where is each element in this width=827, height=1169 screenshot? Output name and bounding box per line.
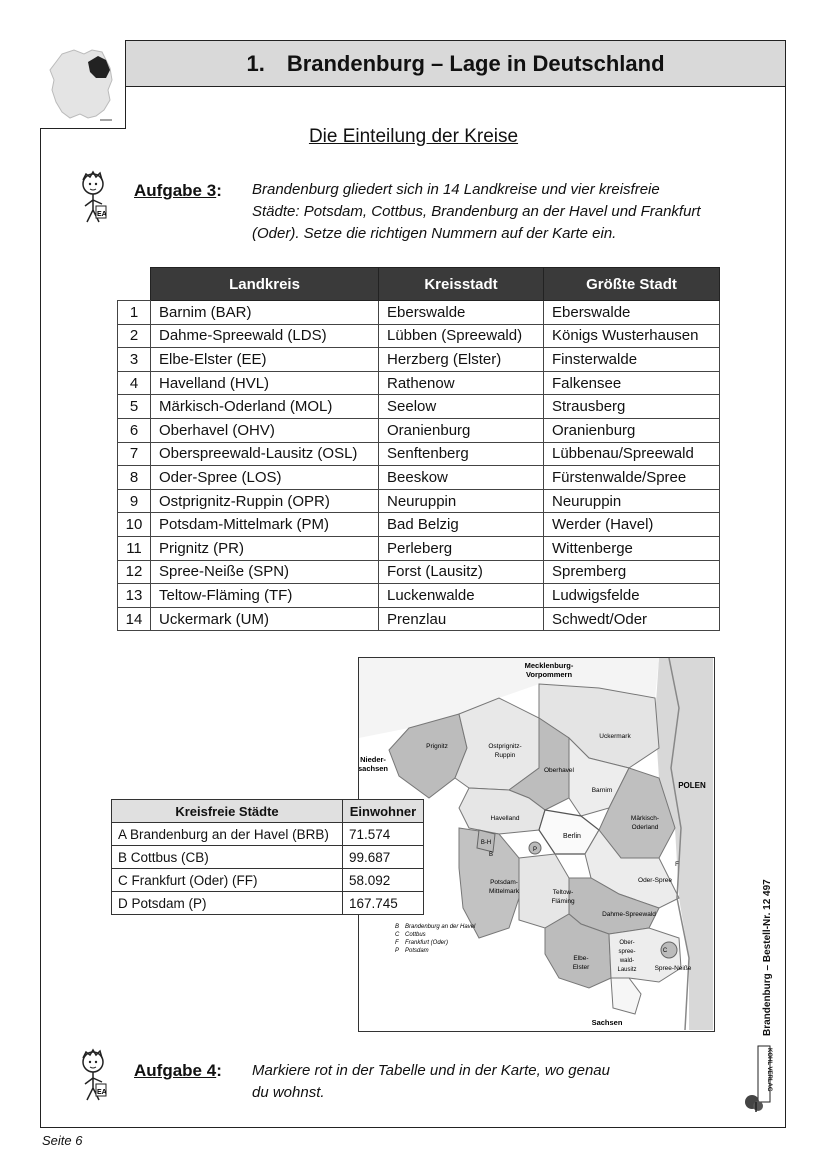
kreisstadt-cell: Herzberg (Elster): [379, 348, 544, 372]
groesste-stadt-cell: Finsterwalde: [544, 348, 720, 372]
landkreis-cell: Dahme-Spreewald (LDS): [151, 324, 379, 348]
map-label-bh: B-H: [480, 840, 492, 846]
page-title-bar: [126, 41, 785, 87]
map-label-ee2: Elster: [572, 964, 590, 971]
map-label-mol1: Märkisch-: [630, 815, 660, 822]
table-row: [118, 371, 720, 395]
svg-text:EA: EA: [97, 211, 107, 218]
kreisstadt-cell: Neuruppin: [379, 489, 544, 513]
groesste-stadt-cell: Wittenberge: [544, 536, 720, 560]
header-kreisstadt: Kreisstadt: [379, 268, 544, 301]
map-label-los: Oder-Spree: [638, 877, 672, 884]
legend-text-p: Potsdam: [405, 948, 429, 954]
city-name-cell: B Cottbus (CB): [112, 846, 343, 869]
row-number: 6: [118, 418, 151, 442]
kreisstadt-cell: Luckenwalde: [379, 584, 544, 608]
legend-text-b: Brandenburg an der Havel: [405, 924, 476, 930]
row-number: 5: [118, 395, 151, 419]
map-label-spn: Spree-Neiße: [654, 965, 692, 972]
kreisstadt-cell: Beeskow: [379, 466, 544, 490]
map-label-b: B: [488, 852, 494, 858]
header-blank: [118, 268, 151, 301]
table-row: [118, 584, 720, 608]
map-label-mv2: Vorpommern: [525, 670, 573, 679]
title-number: 1.: [246, 50, 265, 76]
map-label-osl2: spree-: [618, 949, 636, 955]
map-label-uckermark: Uckermark: [599, 733, 631, 740]
landkreis-cell: Oder-Spree (LOS): [151, 466, 379, 490]
kreisstadt-cell: Perleberg: [379, 536, 544, 560]
map-label-osl1: Ober-: [619, 940, 635, 946]
sidebar-order-number: Brandenburg – Bestell-Nr. 12 497: [762, 879, 773, 1036]
map-label-f: F: [675, 862, 679, 868]
map-label-sachsen: Sachsen: [591, 1018, 623, 1027]
table-row: [112, 869, 424, 892]
landkreis-cell: Prignitz (PR): [151, 536, 379, 560]
legend-text-f: Frankfurt (Oder): [405, 940, 449, 946]
groesste-stadt-cell: Schwedt/Oder: [544, 607, 720, 631]
legend-text-c: Cottbus: [405, 932, 426, 938]
row-number: 12: [118, 560, 151, 584]
row-number: 2: [118, 324, 151, 348]
population-cell: 99.687: [343, 846, 424, 869]
legend-letter-c: C: [395, 932, 400, 938]
task3-line2: Städte: Potsdam, Cottbus, Brandenburg an der Havel und Frankfurt: [252, 203, 701, 220]
row-number: 7: [118, 442, 151, 466]
groesste-stadt-cell: Neuruppin: [544, 489, 720, 513]
map-label-havelland: Havelland: [490, 815, 520, 822]
page-title: Brandenburg – Lage in Deutschland: [286, 50, 665, 76]
section-subtitle: Die Einteilung der Kreise: [308, 126, 519, 147]
kreisstadt-cell: Eberswalde: [379, 301, 544, 325]
landkreis-cell: Potsdam-Mittelmark (PM): [151, 513, 379, 537]
population-cell: 167.745: [343, 892, 424, 915]
groesste-stadt-cell: Falkensee: [544, 371, 720, 395]
landkreis-cell: Oberhavel (OHV): [151, 418, 379, 442]
table-row: [118, 536, 720, 560]
table-row: [118, 513, 720, 537]
table-row: [112, 892, 424, 915]
task4-line2: du wohnst.: [252, 1084, 325, 1101]
row-number: 8: [118, 466, 151, 490]
student-figure-icon: [78, 1048, 112, 1104]
germany-map-thumbnail: [40, 40, 126, 129]
row-number: 13: [118, 584, 151, 608]
row-number: 4: [118, 371, 151, 395]
population-cell: 71.574: [343, 823, 424, 846]
kreisstadt-cell: Bad Belzig: [379, 513, 544, 537]
map-label-osl3: wald-: [619, 958, 635, 964]
table-row: [118, 348, 720, 372]
task4-label: Aufgabe 4:: [134, 1061, 222, 1080]
map-label-opr2: Ruppin: [494, 752, 516, 759]
row-number: 10: [118, 513, 151, 537]
header-kreisfreie-staedte: Kreisfreie Städte: [112, 800, 343, 823]
header-landkreis: Landkreis: [151, 268, 379, 301]
map-label-prignitz: Prignitz: [426, 743, 448, 750]
groesste-stadt-cell: Strausberg: [544, 395, 720, 419]
map-label-nieder1: Nieder-: [360, 755, 386, 764]
landkreis-cell: Teltow-Fläming (TF): [151, 584, 379, 608]
legend-letter-b: B: [395, 924, 400, 930]
map-label-mol2: Oderland: [631, 824, 659, 831]
row-number: 11: [118, 536, 151, 560]
map-label-pm1: Potsdam-: [490, 879, 518, 886]
map-label-mv1: Mecklenburg-: [524, 661, 574, 670]
map-label-barnim: Barnim: [591, 787, 613, 794]
map-label-tf1: Teltow-: [552, 889, 574, 896]
kreisstadt-cell: Senftenberg: [379, 442, 544, 466]
map-label-c: C: [662, 948, 668, 954]
table-row: [118, 489, 720, 513]
map-label-tf2: Fläming: [551, 898, 575, 905]
table-row: [118, 324, 720, 348]
task3-line3: (Oder). Setze die richtigen Nummern auf der Karte ein.: [252, 225, 617, 242]
kreisstadt-cell: Forst (Lausitz): [379, 560, 544, 584]
table-row: [118, 395, 720, 419]
groesste-stadt-cell: Spremberg: [544, 560, 720, 584]
map-label-berlin: Berlin: [563, 833, 581, 840]
cities-header-row: [112, 800, 424, 823]
header-groesste-stadt: Größte Stadt: [544, 268, 720, 301]
kreisstadt-cell: Rathenow: [379, 371, 544, 395]
landkreis-cell: Havelland (HVL): [151, 371, 379, 395]
task3-text: [252, 179, 701, 245]
kreisfreie-staedte-table: [111, 799, 424, 915]
landkreis-cell: Ostprignitz-Ruppin (OPR): [151, 489, 379, 513]
table-row: [112, 846, 424, 869]
task4-line1: Markiere rot in der Tabelle und in der Karte, wo genau: [252, 1062, 610, 1079]
map-label-pm2: Mittelmark: [489, 888, 519, 895]
groesste-stadt-cell: Oranienburg: [544, 418, 720, 442]
student-figure-icon: [78, 170, 112, 226]
kreisstadt-cell: Oranienburg: [379, 418, 544, 442]
groesste-stadt-cell: Werder (Havel): [544, 513, 720, 537]
city-name-cell: D Potsdam (P): [112, 892, 343, 915]
groesste-stadt-cell: Ludwigsfelde: [544, 584, 720, 608]
city-name-cell: A Brandenburg an der Havel (BRB): [112, 823, 343, 846]
map-label-nieder2: sachsen: [359, 764, 389, 773]
landkreis-cell: Barnim (BAR): [151, 301, 379, 325]
groesste-stadt-cell: Königs Wusterhausen: [544, 324, 720, 348]
population-cell: 58.092: [343, 869, 424, 892]
legend-letter-f: F: [395, 940, 399, 946]
groesste-stadt-cell: Fürstenwalde/Spree: [544, 466, 720, 490]
publisher-name: KOHL VERLAG: [766, 1048, 772, 1092]
row-number: 14: [118, 607, 151, 631]
row-number: 9: [118, 489, 151, 513]
groesste-stadt-cell: Eberswalde: [544, 301, 720, 325]
header-einwohner: Einwohner: [343, 800, 424, 823]
table-row: [118, 418, 720, 442]
landkreis-cell: Elbe-Elster (EE): [151, 348, 379, 372]
table-row: [118, 466, 720, 490]
kreisstadt-cell: Prenzlau: [379, 607, 544, 631]
city-name-cell: C Frankfurt (Oder) (FF): [112, 869, 343, 892]
svg-text:EA: EA: [97, 1089, 107, 1096]
landkreis-cell: Oberspreewald-Lausitz (OSL): [151, 442, 379, 466]
task3-label: Aufgabe 3:: [134, 181, 222, 200]
kreisstadt-cell: Lübben (Spreewald): [379, 324, 544, 348]
map-legend: [395, 924, 476, 954]
task3-line1: Brandenburg gliedert sich in 14 Landkreise und vier kreisfreie: [252, 181, 660, 198]
page-number: Seite 6: [42, 1133, 83, 1148]
legend-letter-p: P: [395, 948, 400, 954]
groesste-stadt-cell: Lübbenau/Spreewald: [544, 442, 720, 466]
task4-text: [252, 1060, 610, 1104]
table-row: [118, 442, 720, 466]
landkreis-cell: Spree-Neiße (SPN): [151, 560, 379, 584]
table-row: [112, 823, 424, 846]
table-header-row: [118, 268, 720, 301]
map-label-lds: Dahme-Spreewald: [602, 911, 656, 918]
row-number: 1: [118, 301, 151, 325]
map-label-polen: POLEN: [678, 781, 706, 790]
map-label-p: P: [532, 847, 538, 853]
kreisstadt-cell: Seelow: [379, 395, 544, 419]
landkreise-table: [117, 267, 720, 631]
map-label-ee1: Elbe-: [573, 955, 589, 962]
map-label-osl4: Lausitz: [617, 967, 637, 973]
map-label-oberhavel: Oberhavel: [544, 767, 574, 774]
table-row: [118, 560, 720, 584]
table-row: [118, 301, 720, 325]
map-label-opr1: Ostprignitz-: [488, 743, 522, 750]
landkreis-cell: Märkisch-Oderland (MOL): [151, 395, 379, 419]
table-row: [118, 607, 720, 631]
publisher-logo: [744, 1044, 774, 1114]
landkreis-cell: Uckermark (UM): [151, 607, 379, 631]
row-number: 3: [118, 348, 151, 372]
